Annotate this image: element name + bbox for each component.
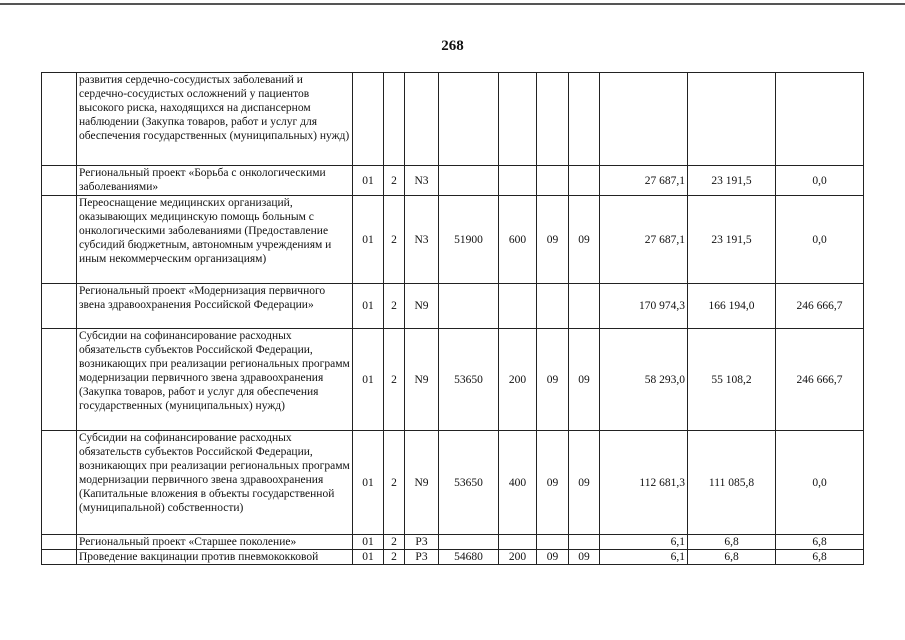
code-cell-5 xyxy=(499,166,537,196)
table-row xyxy=(42,284,864,329)
code-cell-5: 200 xyxy=(499,329,537,431)
amount-year1-cell xyxy=(600,73,688,166)
row-index-cell xyxy=(42,284,77,329)
code-cell-2: 2 xyxy=(384,431,405,535)
code-cell-1: 01 xyxy=(353,535,384,550)
code-cell-2: 2 xyxy=(384,550,405,565)
code-cell-2: 2 xyxy=(384,535,405,550)
description-cell: Региональный проект «Старшее поколение» xyxy=(77,535,353,550)
description-cell: развития сердечно-сосудистых заболеваний и сердечно-сосудистых осложнений у пациентов высокого риска, находящихся на диспансерном наблюдении (Закупка товаров, работ и услуг для обеспечения государственных (муниципальных) нужд) xyxy=(77,73,353,166)
description-cell: Субсидии на софинансирование расходных обязательств субъектов Российской Федерации, возникающих при реализации региональных программ модернизации первичного звена здравоохранения (Закупка товаров, работ и услуг для обеспечения государственных (муниципальных) нужд) xyxy=(77,329,353,431)
amount-year1-cell: 6,1 xyxy=(600,550,688,565)
code-cell-1: 01 xyxy=(353,284,384,329)
row-index-cell xyxy=(42,196,77,284)
code-cell-6: 09 xyxy=(537,550,569,565)
code-cell-7 xyxy=(569,535,600,550)
amount-year1-cell: 27 687,1 xyxy=(600,166,688,196)
row-index-cell xyxy=(42,550,77,565)
code-cell-3: P3 xyxy=(405,550,439,565)
amount-year3-cell: 246 666,7 xyxy=(776,329,864,431)
amount-year2-cell: 55 108,2 xyxy=(688,329,776,431)
row-index-cell xyxy=(42,73,77,166)
code-cell-2: 2 xyxy=(384,329,405,431)
code-cell-5 xyxy=(499,284,537,329)
row-index-cell xyxy=(42,535,77,550)
code-cell-4: 53650 xyxy=(439,431,499,535)
description-cell: Региональный проект «Модернизация первичного звена здравоохранения Российской Федерации» xyxy=(77,284,353,329)
amount-year2-cell: 23 191,5 xyxy=(688,166,776,196)
row-index-cell xyxy=(42,166,77,196)
code-cell-5: 400 xyxy=(499,431,537,535)
amount-year3-cell: 246 666,7 xyxy=(776,284,864,329)
code-cell-6: 09 xyxy=(537,431,569,535)
budget-table xyxy=(41,72,864,565)
code-cell-2: 2 xyxy=(384,284,405,329)
code-cell-6 xyxy=(537,535,569,550)
code-cell-6 xyxy=(537,284,569,329)
code-cell-2 xyxy=(384,73,405,166)
amount-year3-cell: 6,8 xyxy=(776,550,864,565)
code-cell-1: 01 xyxy=(353,329,384,431)
code-cell-4: 54680 xyxy=(439,550,499,565)
code-cell-7: 09 xyxy=(569,329,600,431)
code-cell-2: 2 xyxy=(384,196,405,284)
description-cell: Переоснащение медицинских организаций, оказывающих медицинскую помощь больным с онкологическими заболеваниями (Предоставление субсидий бюджетным, автономным учреждениям и иным некоммерческим организациям) xyxy=(77,196,353,284)
row-index-cell xyxy=(42,431,77,535)
code-cell-3: N9 xyxy=(405,431,439,535)
code-cell-6 xyxy=(537,73,569,166)
code-cell-4 xyxy=(439,73,499,166)
code-cell-1 xyxy=(353,73,384,166)
amount-year2-cell: 6,8 xyxy=(688,535,776,550)
code-cell-7: 09 xyxy=(569,196,600,284)
code-cell-3: N3 xyxy=(405,166,439,196)
page-number: 268 xyxy=(441,38,464,54)
code-cell-3: N3 xyxy=(405,196,439,284)
table-row xyxy=(42,535,864,550)
code-cell-1: 01 xyxy=(353,550,384,565)
row-index-cell xyxy=(42,329,77,431)
code-cell-3: N9 xyxy=(405,329,439,431)
amount-year2-cell: 111 085,8 xyxy=(688,431,776,535)
amount-year1-cell: 170 974,3 xyxy=(600,284,688,329)
table-row xyxy=(42,550,864,565)
code-cell-7 xyxy=(569,73,600,166)
code-cell-4 xyxy=(439,284,499,329)
code-cell-7: 09 xyxy=(569,550,600,565)
amount-year1-cell: 6,1 xyxy=(600,535,688,550)
code-cell-3 xyxy=(405,73,439,166)
code-cell-1: 01 xyxy=(353,431,384,535)
code-cell-5 xyxy=(499,73,537,166)
amount-year2-cell: 23 191,5 xyxy=(688,196,776,284)
code-cell-3: P3 xyxy=(405,535,439,550)
code-cell-4: 53650 xyxy=(439,329,499,431)
amount-year2-cell: 6,8 xyxy=(688,550,776,565)
table-row xyxy=(42,329,864,431)
code-cell-4: 51900 xyxy=(439,196,499,284)
code-cell-2: 2 xyxy=(384,166,405,196)
code-cell-5 xyxy=(499,535,537,550)
description-cell: Проведение вакцинации против пневмококковой xyxy=(77,550,353,565)
code-cell-1: 01 xyxy=(353,196,384,284)
amount-year3-cell: 6,8 xyxy=(776,535,864,550)
table-row xyxy=(42,166,864,196)
amount-year3-cell: 0,0 xyxy=(776,431,864,535)
amount-year3-cell: 0,0 xyxy=(776,196,864,284)
code-cell-5: 200 xyxy=(499,550,537,565)
code-cell-7 xyxy=(569,284,600,329)
amount-year3-cell xyxy=(776,73,864,166)
code-cell-7: 09 xyxy=(569,431,600,535)
amount-year3-cell: 0,0 xyxy=(776,166,864,196)
code-cell-1: 01 xyxy=(353,166,384,196)
code-cell-6: 09 xyxy=(537,196,569,284)
code-cell-4 xyxy=(439,535,499,550)
code-cell-6 xyxy=(537,166,569,196)
amount-year2-cell: 166 194,0 xyxy=(688,284,776,329)
amount-year1-cell: 112 681,3 xyxy=(600,431,688,535)
code-cell-7 xyxy=(569,166,600,196)
table-row xyxy=(42,431,864,535)
description-cell: Субсидии на софинансирование расходных обязательств субъектов Российской Федерации, возникающих при реализации региональных программ модернизации первичного звена здравоохранения (Капитальные вложения в объекты государственной (муниципальной) собственности) xyxy=(77,431,353,535)
amount-year1-cell: 27 687,1 xyxy=(600,196,688,284)
code-cell-6: 09 xyxy=(537,329,569,431)
code-cell-4 xyxy=(439,166,499,196)
table-row xyxy=(42,196,864,284)
amount-year2-cell xyxy=(688,73,776,166)
amount-year1-cell: 58 293,0 xyxy=(600,329,688,431)
top-scan-rule xyxy=(0,3,905,5)
code-cell-5: 600 xyxy=(499,196,537,284)
description-cell: Региональный проект «Борьба с онкологическими заболеваниями» xyxy=(77,166,353,196)
code-cell-3: N9 xyxy=(405,284,439,329)
table-row xyxy=(42,73,864,166)
